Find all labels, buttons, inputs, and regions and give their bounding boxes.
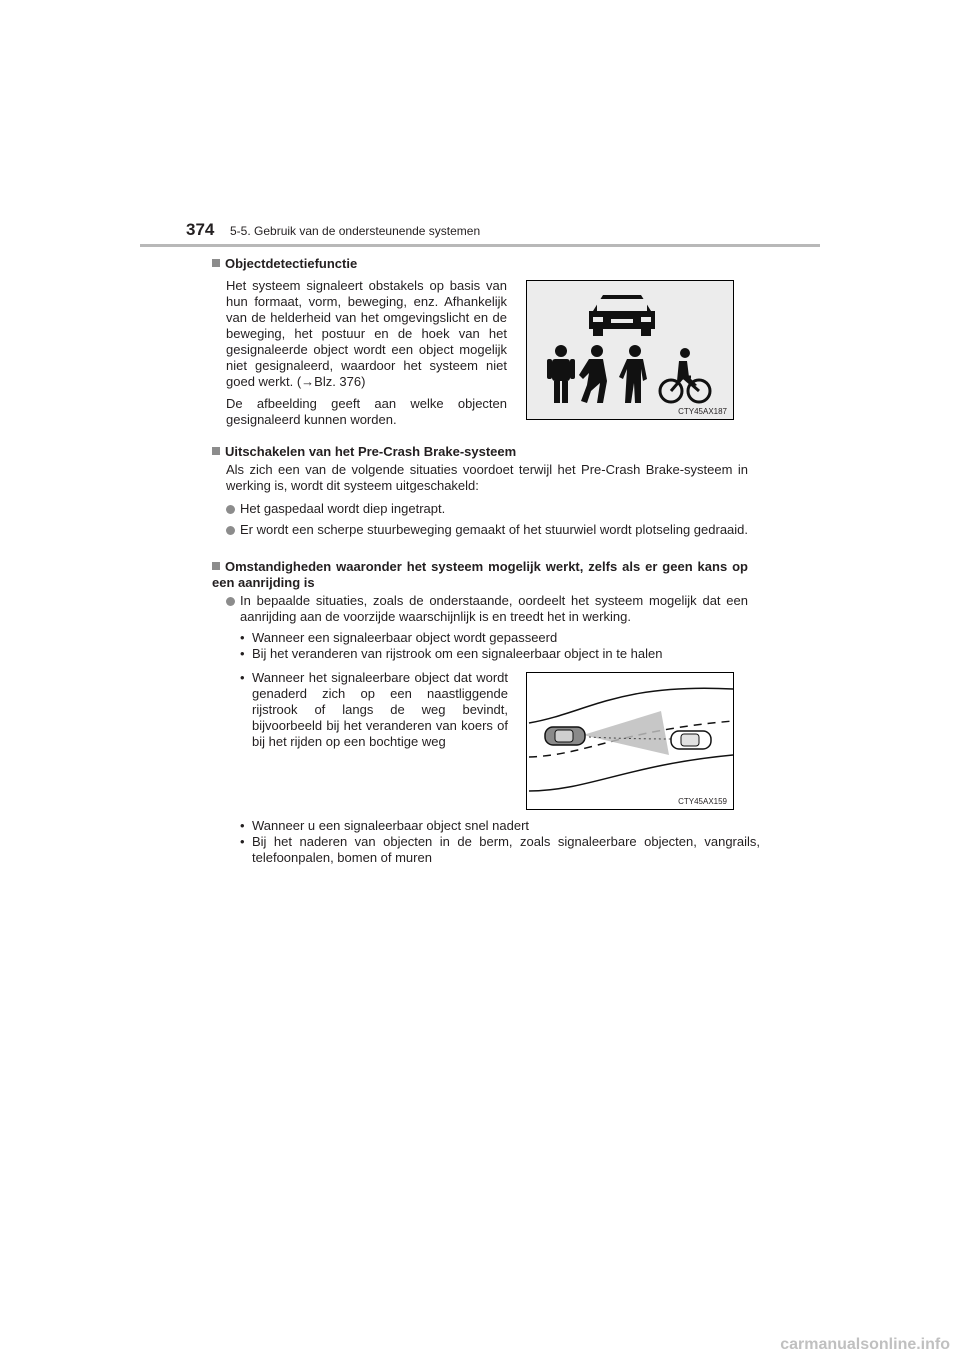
pedestrian-walking-icon [579, 345, 607, 403]
page-number: 374 [186, 220, 215, 239]
objectdetection-figure-caption: De afbeelding geeft aan welke objecten gesignaleerd kunnen worden. [226, 396, 507, 427]
own-vehicle-icon [545, 727, 585, 745]
deactivation-bullet: Het gaspedaal wordt diep ingetrapt. [226, 501, 748, 517]
round-bullet-icon [226, 597, 235, 606]
situation-list-item: • Bij het naderen van objecten in de berm, zoals signaleerbare objecten, vangrails, telefoonpalen, bomen of muren [240, 834, 760, 866]
chapter-title: 5-5. Gebruik van de ondersteunende systemen [230, 224, 481, 238]
deactivation-bullet: Er wordt een scherpe stuurbeweging gemaakt of het stuurwiel wordt plotseling gedraaid. [226, 522, 748, 538]
situation-list-item: • Wanneer een signaleerbaar object wordt gepasseerd [240, 630, 748, 646]
target-vehicle-icon [671, 731, 711, 749]
pedestrian-standing-icon [547, 345, 575, 403]
situation-list-item: • Wanneer het signaleerbare object dat wordt genaderd zich op een naastliggende rijstrook of langs de weg bevindt, bijvoorbeeld bij het veranderen van koers of bij het rijden op een bochtige weg [240, 670, 508, 750]
objectdetection-paragraph: Het systeem signaleert obstakels op basis van hun formaat, vorm, beweging, enz. Afhankelijk van de helderheid van het omgevingslicht en de beweging, het postuur en de hoek van het gesignaleerde object wordt een object mogelijk niet gesignaleerd, waardoor het systeem niet goed werkt. (→Blz. 376) [226, 278, 507, 389]
watermark: carmanualsonline.info [780, 1336, 950, 1353]
deactivation-paragraph: Als zich een van de volgende situaties voordoet terwijl het Pre-Crash Brake-systeem in werking is, wordt dit systeem uitgeschakeld: [226, 462, 748, 493]
radar-beam [583, 711, 677, 755]
figure-code-label: CTY45AX187 [678, 407, 727, 416]
car-icon [589, 295, 655, 336]
figure-code-label: CTY45AX159 [678, 797, 727, 806]
square-bullet-icon [212, 562, 220, 570]
curved-road-illustration [527, 673, 733, 809]
section-heading-objectdetection: Objectdetectiefunctie [212, 256, 357, 272]
round-bullet-icon [226, 526, 235, 535]
cyclist-icon [660, 348, 710, 402]
detectable-objects-illustration [527, 281, 733, 419]
header-rule [140, 244, 820, 247]
unexpected-activation-bullet: In bepaalde situaties, zoals de onderstaande, oordeelt het systeem mogelijk dat een aanrijding aan de voorzijde waarschijnlijk is en treedt het in werking. [226, 593, 748, 625]
section-heading-deactivation: Uitschakelen van het Pre-Crash Brake-systeem [212, 444, 516, 460]
situation-list-item: • Bij het veranderen van rijstrook om een signaleerbaar object in te halen [240, 646, 748, 662]
figure-curved-road [526, 672, 734, 810]
section-heading-unexpected-activation: Omstandigheden waaronder het systeem mogelijk werkt, zelfs als er geen kans op een aanrijding is [212, 559, 748, 590]
figure-detectable-objects [526, 280, 734, 420]
situation-list-item: • Wanneer u een signaleerbaar object snel nadert [240, 818, 748, 834]
square-bullet-icon [212, 447, 220, 455]
square-bullet-icon [212, 259, 220, 267]
round-bullet-icon [226, 505, 235, 514]
pedestrian-with-bag-icon [619, 345, 647, 403]
